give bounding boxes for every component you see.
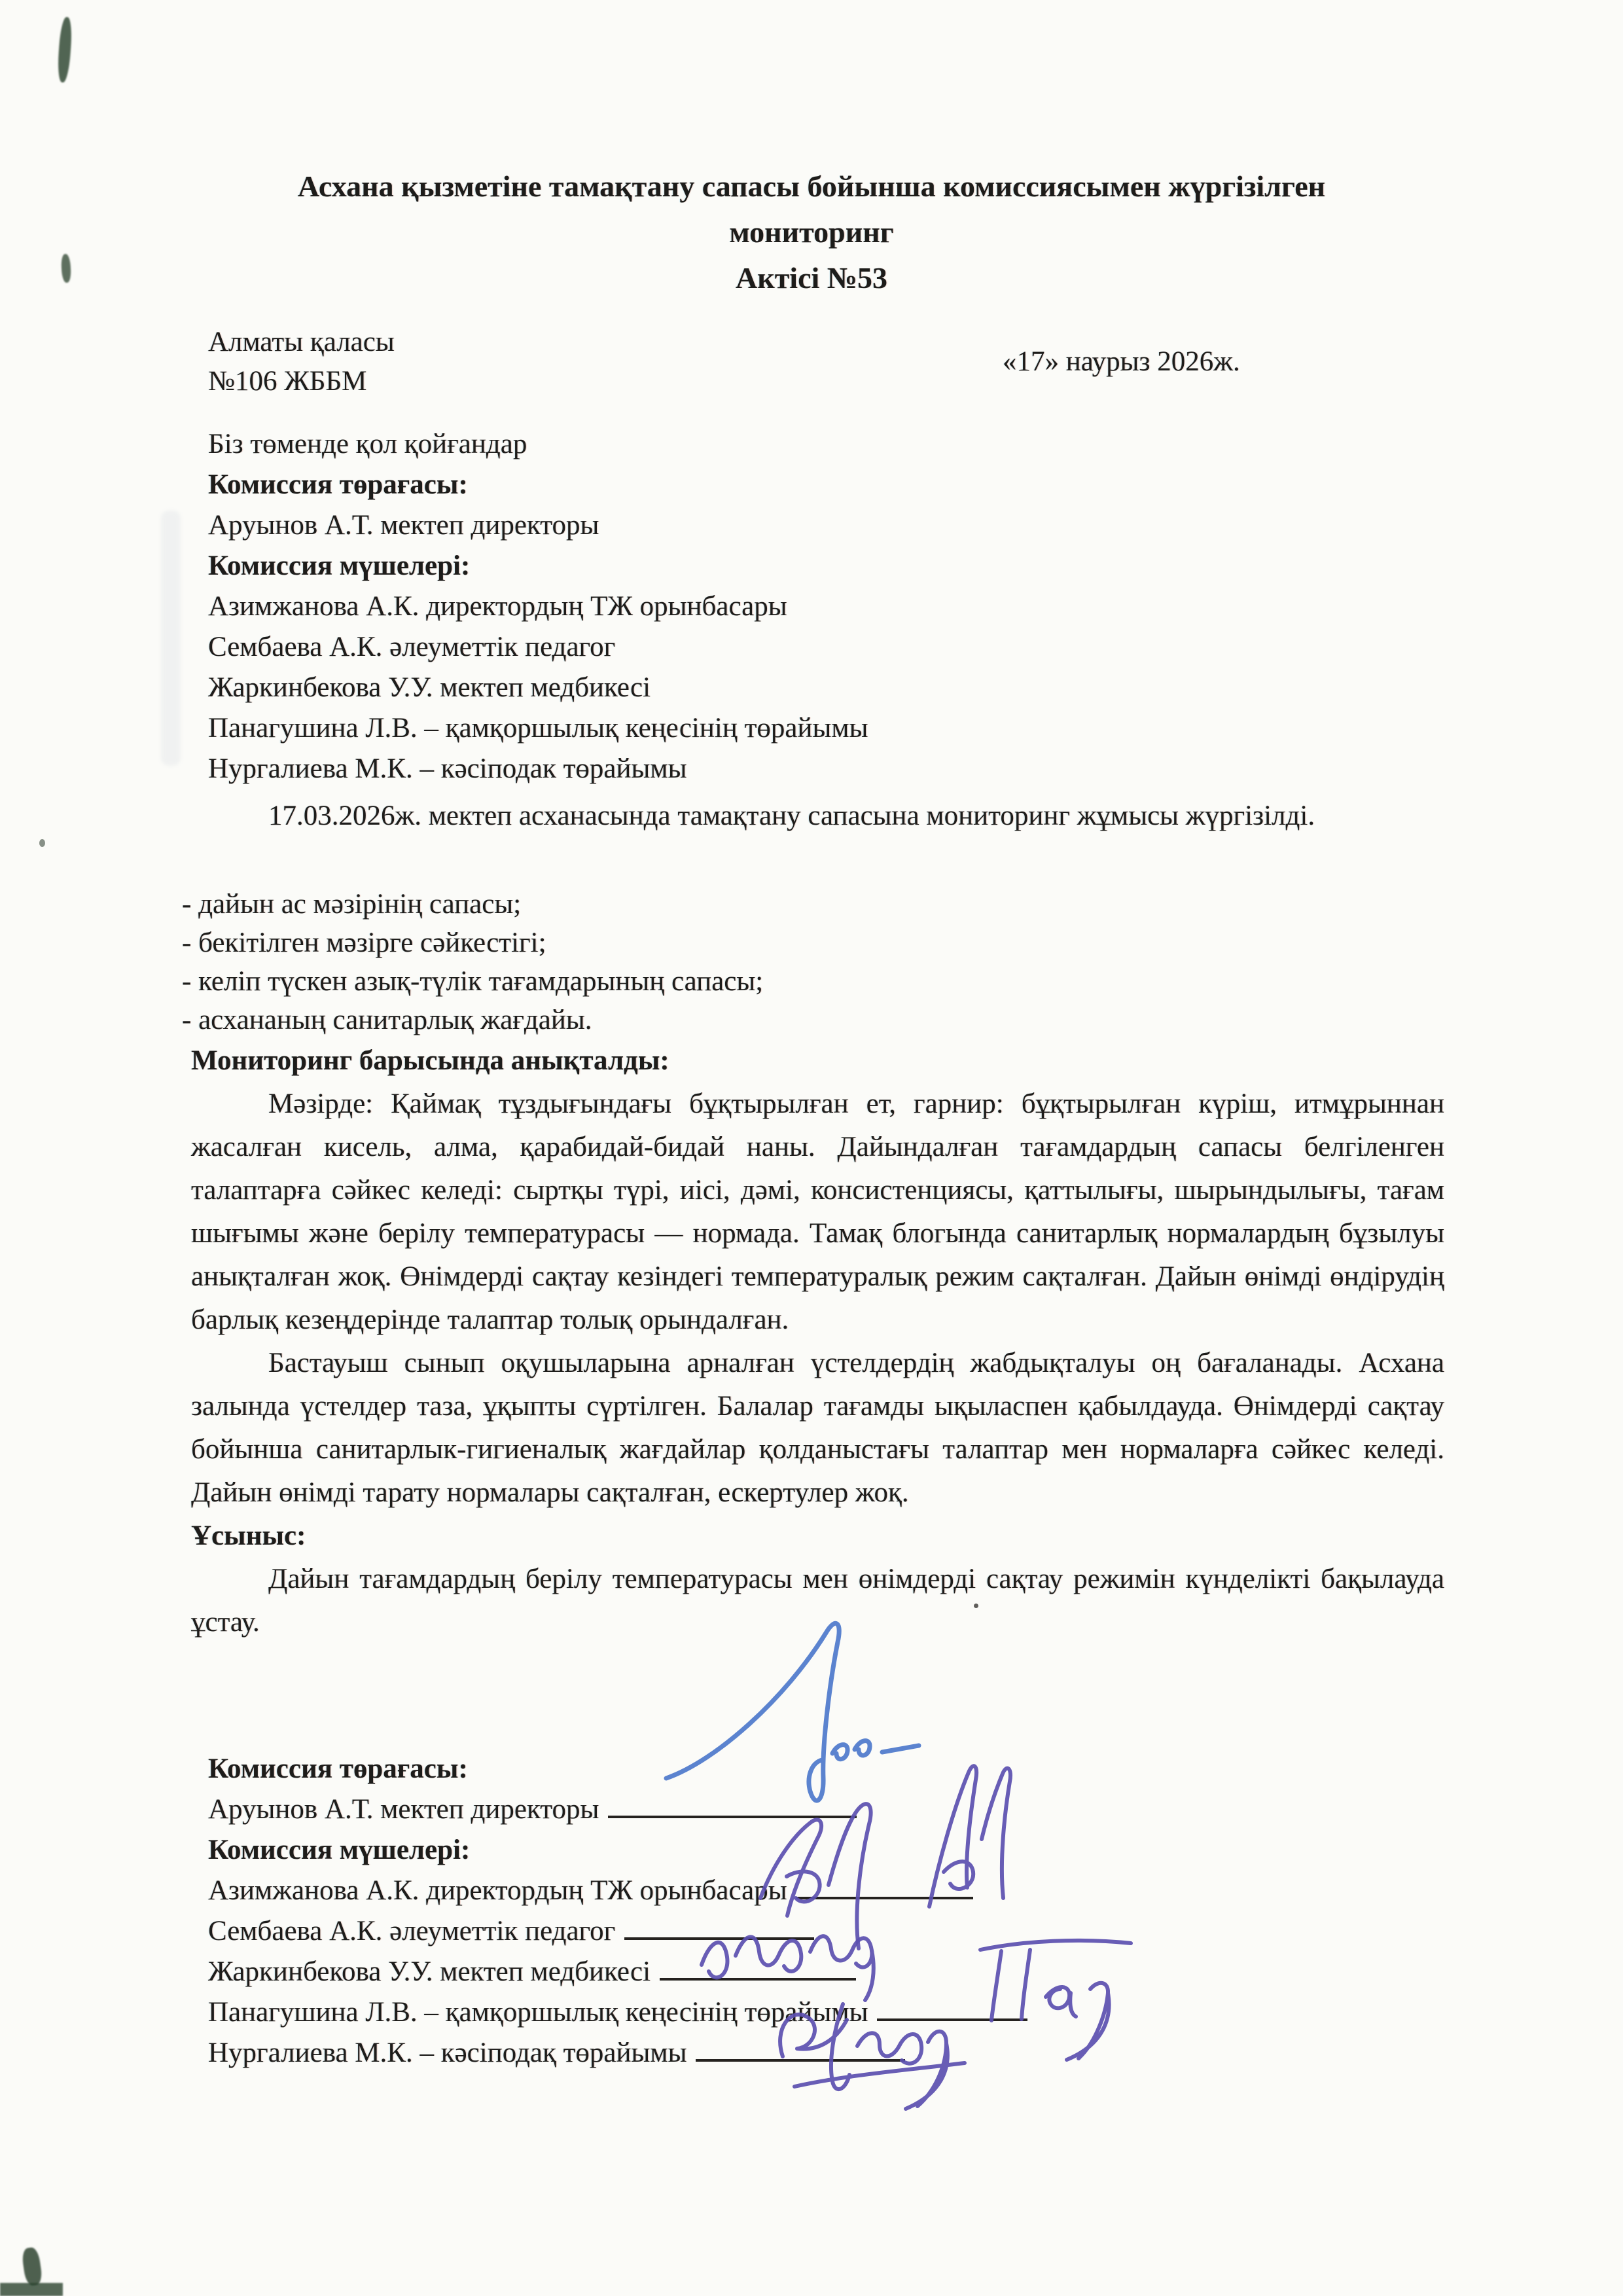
signature-row-name: Панагушина Л.В. – қамқоршылық кеңесінің төрайымы xyxy=(208,1997,868,2028)
monitoring-checklist xyxy=(182,885,1452,1039)
scan-edge-artifact xyxy=(57,16,73,82)
scan-edge-artifact xyxy=(21,2246,43,2286)
checklist-item: - дайын ас мәзірінің сапасы; xyxy=(182,889,522,920)
member-line: Жаркинбекова У.У. мектеп медбикесі xyxy=(208,672,651,703)
title-line-1: Асхана қызметіне тамақтану сапасы бойынша комиссиясымен жүргізілген xyxy=(297,170,1326,203)
findings-label: Мониторинг барысында анықталды: xyxy=(191,1045,669,1076)
suggestion-label: Ұсыныс: xyxy=(191,1520,306,1551)
document-title xyxy=(190,164,1433,301)
signature-row-name: Азимжанова А.К. директордың ТЖ орынбасары xyxy=(208,1875,787,1906)
signature-row-name: Жаркинбекова У.У. мектеп медбикесі xyxy=(208,1956,651,1987)
suggestion-paragraph: Дайын тағамдардың берілу температурасы мен өнімдерді сақтау режимін күнделікті бақылауда ұстау. xyxy=(191,1564,1444,1638)
signature-row-name: Сембаева А.К. әлеуметтік педагог xyxy=(208,1916,616,1946)
chairman-name: Аруынов А.Т. мектеп директоры xyxy=(208,510,599,541)
member-line: Панагушина Л.В. – қамқоршылық кеңесінің төрайымы xyxy=(208,713,868,744)
member-line: Азимжанова А.К. директордың ТЖ орынбасары xyxy=(208,591,787,622)
signature-chairman-label: Комиссия төрағасы: xyxy=(208,1753,468,1784)
member-line: Сембаева А.К. әлеуметтік педагог xyxy=(208,632,616,662)
member-signature-ink xyxy=(962,1921,1152,2065)
scan-edge-artifact xyxy=(61,254,71,283)
scan-edge-artifact xyxy=(0,2283,63,2296)
title-line-3: Актісі №53 xyxy=(735,261,888,295)
checklist-item: - келіп түскен азық-түлік тағамдарының сапасы; xyxy=(182,966,764,997)
document-date: «17» наурыз 2026ж. xyxy=(1003,346,1240,377)
scan-bleedthrough-smudge xyxy=(161,511,181,766)
school-number: №106 ЖББМ xyxy=(208,366,367,397)
findings-paragraph-2: Бастауыш сынып оқушыларына арналған үстелдердің жабдықталуы оң бағаланады. Асхана залында үстелдер таза, ұқыпты сүртілген. Балалар тағамды ықыласпен қабылдауда. Өнімдерді сақтау бойынша санитарлык-гигиеналық жағдайлар қолданыстағы талаптар мен нормаларға сәйкес келеді. Дайын өнімді тарату нормалары сақталған, ескертулер жоқ. xyxy=(191,1348,1444,1508)
members-label: Комиссия мүшелері: xyxy=(208,550,471,581)
checklist-item: - асхананың санитарлық жағдайы. xyxy=(182,1005,592,1035)
member-line: Нургалиева М.К. – кәсіподак төрайымы xyxy=(208,753,687,784)
member-signature-ink xyxy=(766,1964,982,2114)
scan-speck xyxy=(39,839,45,847)
signature-members-label: Комиссия мүшелері: xyxy=(208,1835,471,1865)
signed-below-line: Біз төменде қол қойғандар xyxy=(208,429,527,459)
commission-intro xyxy=(208,424,1452,789)
monitoring-intro-paragraph: 17.03.2026ж. мектеп асханасында тамақтану сапасына мониторинг жұмысы жүргізілді. xyxy=(268,800,1315,831)
city-line: Алматы қаласы xyxy=(208,327,395,357)
title-line-2: мониторинг xyxy=(729,215,894,249)
checklist-item: - бекітілген мәзірге сәйкестігі; xyxy=(182,927,546,958)
member-signature-ink xyxy=(916,1759,1027,1916)
signature-row-name: Аруынов А.Т. мектеп директоры xyxy=(208,1794,599,1825)
chairman-label: Комиссия төрағасы: xyxy=(208,469,468,500)
findings-paragraph-1: Мәзірде: Қаймақ тұздығындағы бұқтырылған ет, гарнир: бұқтырылған күріш, итмұрыннан жасалған кисель, алма, қарабидай-бидай наны. Дайындалған тағамдардың сапасы белгіленген талаптарға сәйкес келеді: сыртқы түрі, иісі, дәмі, консистенциясы, қаттылығы, шырындылығы, тағам шығымы және берілу температурасы — нормада. Тамақ блогында санитарлық нормалардың бұзылуы анықталған жоқ. Өнімдерді сақтау кезіндегі температуралық режим сақталған. Дайын өнімді өндірудің барлық кезеңдерінде талаптар толық орындалған. xyxy=(191,1088,1444,1335)
scan-speck xyxy=(974,1604,978,1608)
signature-row-name: Нургалиева М.К. – кәсіподақ төрайымы xyxy=(208,2037,687,2068)
findings-section xyxy=(191,1039,1444,1644)
